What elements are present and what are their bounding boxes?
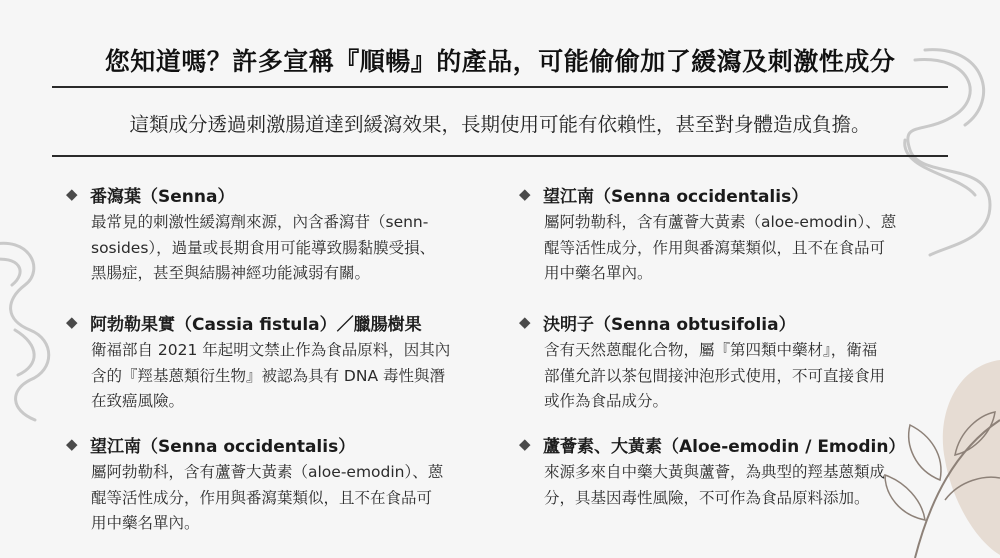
ingredient-title: 番瀉葉（Senna） [90,186,235,207]
ingredient-desc-line: 或作為食品成分。 [544,392,669,410]
ingredient-title: 阿勃勒果實（Cassia fistula）／臘腸樹果 [90,314,422,335]
ingredient-desc-line: sosides），過量或長期食用可能導致腸黏膜受損、 [91,238,436,257]
subtitle-divider [52,155,948,157]
title-divider [52,86,948,88]
ingredient-title: 蘆薈素、大黃素（Aloe-emodin / Emodin） [543,436,906,457]
ingredient-title: 決明子（Senna obtusifolia） [543,314,796,335]
ingredient-desc-line: 屬阿勃勒科，含有蘆薈大黃素（aloe-emodin）、蒽 [91,463,444,481]
ingredient-desc-line: 來源多來自中藥大黃與蘆薈，為典型的羥基蒽類成 [544,463,886,481]
intestine-line-art-left [0,243,49,420]
diamond-bullet-icon: ◆ [519,185,531,203]
ingredient-desc-line: 在致癌風險。 [91,392,185,410]
ingredient-desc-line: 用中藥名單內。 [91,514,200,532]
ingredient-desc-line: 醌等活性成分，作用與番瀉葉類似，且不在食品可 [91,488,433,507]
page-subtitle: 這類成分透過刺激腸道達到緩瀉效果，長期使用可能有依賴性，甚至對身體造成負擔。 [129,113,871,136]
ingredient-item-aloe-emodin [520,431,940,511]
diamond-bullet-icon: ◆ [66,313,78,331]
diamond-bullet-icon: ◆ [66,435,78,453]
ingredient-desc-line: 屬阿勃勒科，含有蘆薈大黃素（aloe-emodin）、蒽 [544,213,897,231]
ingredient-title: 望江南（Senna occidentalis） [543,186,809,207]
diamond-bullet-icon: ◆ [519,435,531,453]
ingredient-desc-line: 部僅允許以茶包間接沖泡形式使用，不可直接食用 [544,366,886,385]
ingredient-desc-line: 衛福部自 2021 年起明文禁止作為食品原料，因其內 [91,341,451,359]
diamond-bullet-icon: ◆ [66,185,78,203]
ingredient-desc-line: 含有天然蒽醌化合物，屬『第四類中藥材』，衛福 [544,341,878,359]
diamond-bullet-icon: ◆ [519,313,531,331]
ingredient-desc-line: 含的『羥基蒽類衍生物』被認為具有 DNA 毒性與潛 [91,366,445,385]
ingredient-desc-line: 醌等活性成分，作用與番瀉葉類似，且不在食品可 [544,238,886,257]
ingredient-item-senna [67,181,487,287]
ingredient-item-senna-occidentalis [520,181,940,287]
ingredient-item-senna-occidentalis-repeat [67,431,487,537]
ingredient-item-senna-obtusifolia [520,309,940,415]
ingredient-desc-line: 分，具基因毒性風險，不可作為食品原料添加。 [544,488,870,507]
ingredient-desc-line: 最常見的刺激性緩瀉劑來源，內含番瀉苷（senn- [91,213,429,231]
ingredient-item-cassia-fistula [67,309,487,415]
ingredient-desc-line: 黑腸症，甚至與結腸神經功能減弱有關。 [91,264,371,282]
ingredient-desc-line: 用中藥名單內。 [544,264,653,282]
ingredient-title: 望江南（Senna occidentalis） [90,436,356,457]
page-title: 您知道嗎？許多宣稱『順暢』的產品，可能偷偷加了緩瀉及刺激性成分 [104,47,896,76]
